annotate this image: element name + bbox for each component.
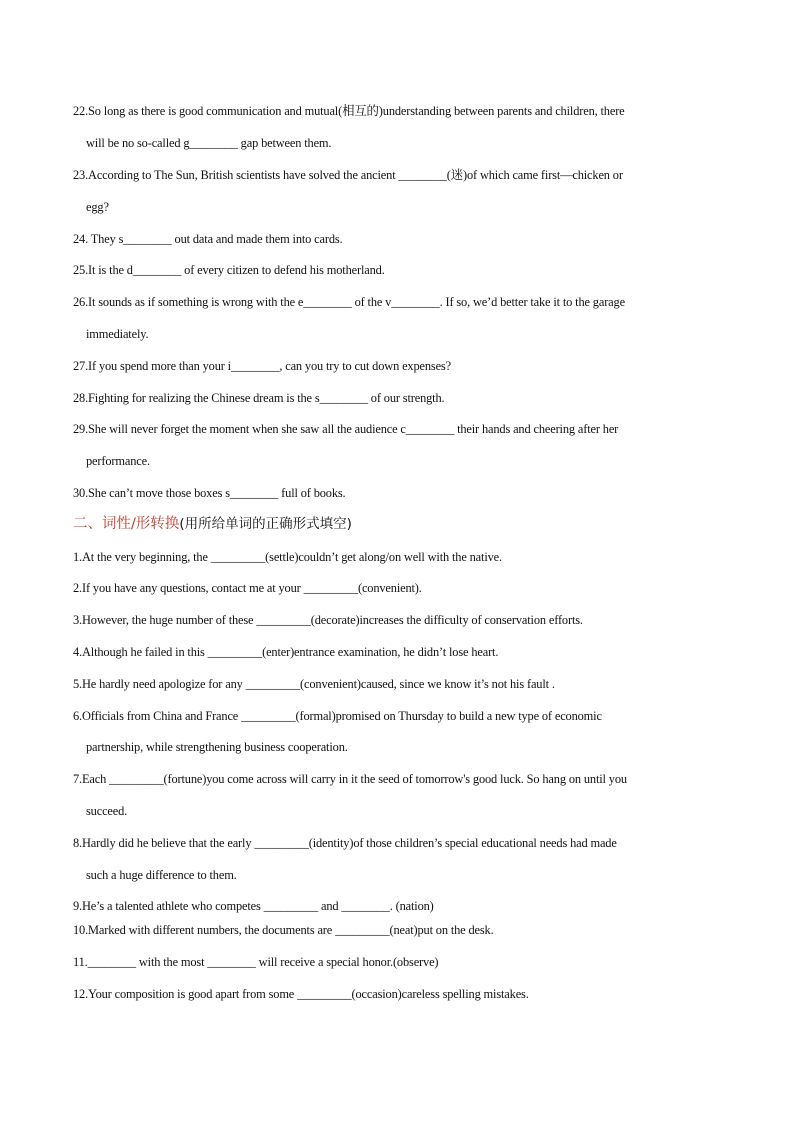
section-2-instruction: (用所给单词的正确形式填空) <box>179 516 352 532</box>
question-29-line-1: 29.She will never forget the moment when she saw all the audience c________ their hands and cheering after her <box>73 422 619 436</box>
item-6-line-1: 6.Officials from China and France _________(formal)promised on Thursday to build a new type of economic <box>73 709 602 723</box>
item-11: 11.________ with the most ________ will receive a special honor.(observe) <box>73 955 439 969</box>
question-29-line-2: performance. <box>86 454 150 468</box>
section-2-title: 二、词性/形转换 <box>73 516 180 532</box>
item-1: 1.At the very beginning, the _________(settle)couldn’t get along/on well with the native. <box>73 550 502 564</box>
question-26-line-2: immediately. <box>86 327 149 341</box>
question-26-line-1: 26.It sounds as if something is wrong with the e________ of the v________. If so, we’d better take it to the garage <box>73 295 625 309</box>
question-23-line-1: 23.According to The Sun, British scientists have solved the ancient ________(迷)of which came first—chicken or <box>73 168 623 182</box>
item-8-line-1: 8.Hardly did he believe that the early _________(identity)of those children’s special educational needs had made <box>73 836 617 850</box>
section-2-heading <box>73 515 352 533</box>
item-12: 12.Your composition is good apart from some _________(occasion)careless spelling mistakes. <box>73 987 529 1001</box>
item-4: 4.Although he failed in this _________(enter)entrance examination, he didn’t lose heart. <box>73 645 499 659</box>
item-8-line-2: such a huge difference to them. <box>86 868 237 882</box>
question-25: 25.It is the d________ of every citizen to defend his motherland. <box>73 263 385 277</box>
item-9: 9.He’s a talented athlete who competes _________ and ________. (nation) <box>73 899 434 913</box>
question-28: 28.Fighting for realizing the Chinese dream is the s________ of our strength. <box>73 391 445 405</box>
item-10: 10.Marked with different numbers, the documents are _________(neat)put on the desk. <box>73 923 494 937</box>
question-22-line-1: 22.So long as there is good communication and mutual(相互的)understanding between parents and children, there <box>73 104 625 118</box>
item-5: 5.He hardly need apologize for any _________(convenient)caused, since we know it’s not his fault . <box>73 677 555 691</box>
item-2: 2.If you have any questions, contact me at your _________(convenient). <box>73 581 422 595</box>
item-3: 3.However, the huge number of these _________(decorate)increases the difficulty of conservation efforts. <box>73 613 583 627</box>
question-22-line-2: will be no so-called g________ gap between them. <box>86 136 332 150</box>
question-24: 24. They s________ out data and made them into cards. <box>73 232 343 246</box>
item-7-line-1: 7.Each _________(fortune)you come across will carry in it the seed of tomorrow's good luck. So hang on until you <box>73 772 627 786</box>
question-23-line-2: egg? <box>86 200 109 214</box>
item-7-line-2: succeed. <box>86 804 128 818</box>
question-27: 27.If you spend more than your i________, can you try to cut down expenses? <box>73 359 451 373</box>
item-6-line-2: partnership, while strengthening business cooperation. <box>86 740 348 754</box>
question-30: 30.She can’t move those boxes s________ full of books. <box>73 486 346 500</box>
